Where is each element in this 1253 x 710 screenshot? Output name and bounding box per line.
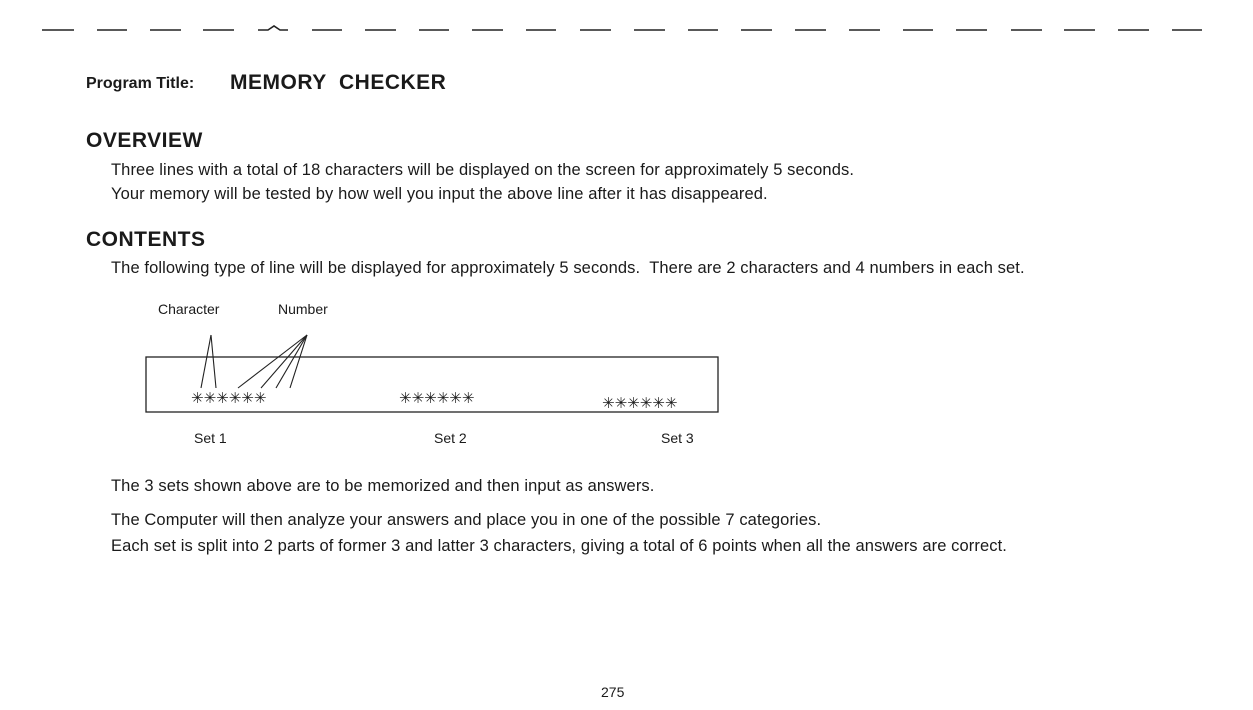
contents-intro: The following type of line will be displayed for approximately 5 seconds. There are 2 characters and 4 numbers in each set. [111, 259, 1025, 277]
top-dashed-rule [0, 22, 1253, 36]
contents-para-2: The Computer will then analyze your answers and place you in one of the possible 7 categories. [111, 511, 822, 529]
contents-heading: CONTENTS [86, 228, 206, 251]
number-label: Number [278, 301, 328, 317]
set-1-stars: ✳✳✳✳✳✳ [191, 390, 267, 407]
overview-line-2: Your memory will be tested by how well you input the above line after it has disappeared. [111, 185, 768, 203]
overview-heading: OVERVIEW [86, 129, 203, 152]
contents-para-1: The 3 sets shown above are to be memorized and then input as answers. [111, 477, 655, 495]
program-title: MEMORY CHECKER [230, 71, 447, 94]
set-3-label: Set 3 [661, 430, 694, 446]
number-pointer-lines [238, 335, 307, 388]
set-2-label: Set 2 [434, 430, 467, 446]
page-number: 275 [601, 684, 625, 700]
overview-line-1: Three lines with a total of 18 characters will be displayed on the screen for approximately 5 seconds. [111, 161, 854, 179]
set-3-stars: ✳✳✳✳✳✳ [602, 395, 678, 412]
contents-para-3: Each set is split into 2 parts of former 3 and latter 3 characters, giving a total of 6 points when all the answers are correct. [111, 537, 1007, 555]
set-1-label: Set 1 [194, 430, 227, 446]
program-title-label: Program Title: [86, 75, 195, 92]
character-label: Character [158, 301, 220, 317]
character-pointer-lines [201, 335, 216, 388]
set-2-stars: ✳✳✳✳✳✳ [399, 390, 475, 407]
